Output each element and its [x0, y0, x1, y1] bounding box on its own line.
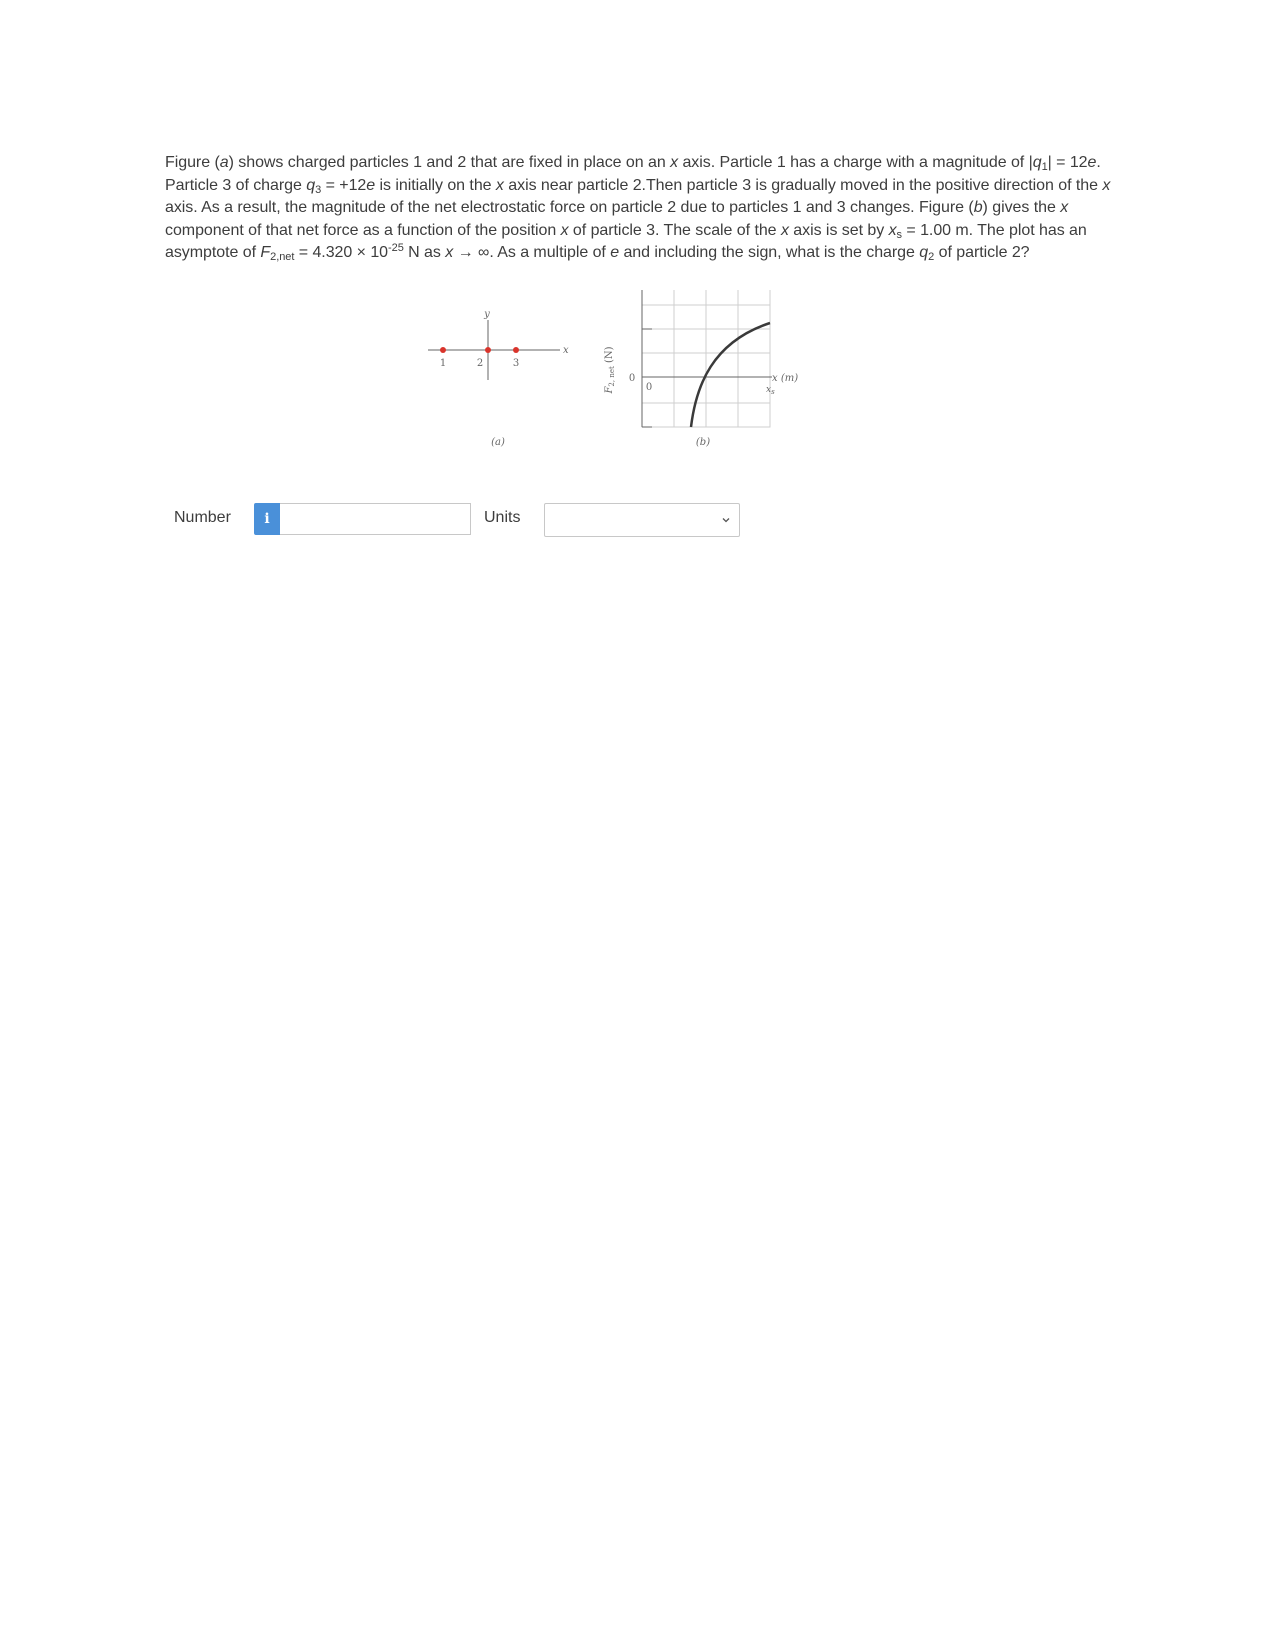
particle-2 [485, 347, 491, 353]
figure-a-caption: (a) [491, 437, 505, 448]
figure-b-curve [691, 323, 770, 427]
chevron-down-icon [721, 515, 731, 525]
figure-b-y-zero-label: 0 [628, 373, 636, 384]
units-label: Units [484, 509, 521, 526]
units-select[interactable] [544, 503, 740, 537]
figure-b-x-axis-label: x (m) [772, 373, 799, 384]
figure-container [420, 290, 860, 480]
particle-3-label: 3 [512, 358, 520, 369]
number-label: Number [174, 509, 231, 526]
figure-a-y-label: y [484, 309, 490, 320]
figure-b-grid [642, 290, 770, 427]
number-input[interactable] [280, 503, 471, 535]
figure-a [428, 309, 569, 448]
particle-1-label: 1 [439, 358, 447, 369]
answer-row [174, 503, 774, 535]
figure-b-y-axis-label: $F_{2, net}$ (N) [604, 346, 616, 394]
particle-1 [440, 347, 446, 353]
figure-a-x-label: x [563, 345, 569, 356]
particle-3 [513, 347, 519, 353]
figure-b-y-axis [642, 290, 652, 427]
figure-b-caption: (b) [695, 437, 711, 448]
figure-b-xs-label: $x_s$ [766, 385, 775, 396]
particle-2-label: 2 [476, 358, 484, 369]
figure-b [604, 290, 798, 448]
info-icon[interactable]: i [254, 503, 280, 535]
figure-b-x-zero-label: 0 [645, 382, 653, 393]
question-text: Figure (a) shows charged particles 1 and 2 that are fixed in place on an x axis. Particle 1 has a charge with a magnitude of $|q_1| = 12e$. Particle 3 of charge $q_3 = +12e$ is initially on the x axis near particle 2.Then particle 3 is gradually moved in the positive direction of the x axis. As a result, the magnitude of the net electrostatic force on particle 2 due to particles 1 and 3 changes. Figure (b) gives the x component of that net force as a function of the position x of particle 3. The scale of the x axis is set by $x_s = 1.00$ m. The plot has an asymptote of $F_{2,net} = 4.320 \times 10^{-25}$ N as x → ∞. As a multiple of e and including the sign, what is the charge $q_2$ of particle 2? [165, 154, 1111, 263]
